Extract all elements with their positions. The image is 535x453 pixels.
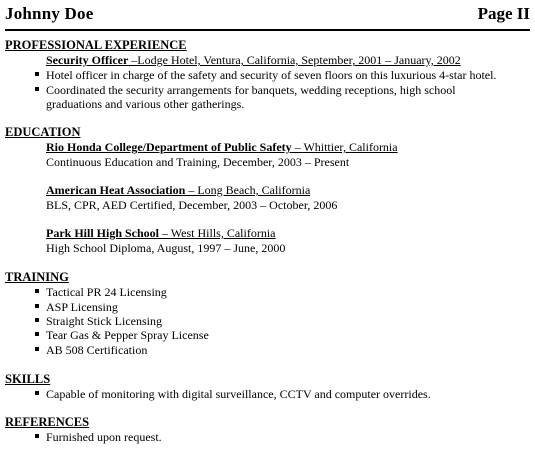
training-item-text: ASP Licensing (46, 300, 118, 314)
bullet-icon (35, 72, 39, 76)
section-heading-experience: PROFESSIONAL EXPERIENCE (5, 38, 187, 52)
skills-item-text: Capable of monitoring with digital surveillance, CCTV and computer overrides. (46, 387, 431, 401)
school-name: American Heat Association (46, 183, 186, 197)
applicant-name: Johnny Doe (5, 4, 94, 23)
job-title: Security Officer (46, 53, 129, 67)
bullet-icon (35, 332, 39, 336)
training-item-text: AB 508 Certification (46, 343, 148, 357)
job-entry (46, 53, 461, 68)
bullet-icon (35, 304, 39, 308)
education-entry-title (46, 140, 398, 155)
section-heading-training: TRAINING (5, 270, 69, 284)
job-details: –Lodge Hotel, Ventura, California, September, 2001 – January, 2002 (128, 53, 461, 67)
bullet-icon (35, 347, 39, 351)
education-entry-detail: High School Diploma, August, 1997 – June, 2000 (46, 241, 286, 255)
section-heading-references: REFERENCES (5, 415, 90, 429)
training-item-text: Tear Gas & Pepper Spray License (46, 328, 209, 342)
training-item-text: Straight Stick Licensing (46, 314, 162, 328)
school-name: Rio Honda College/Department of Public Safety (46, 140, 292, 154)
school-location: – West Hills, California (159, 226, 276, 240)
experience-bullet-text: Hotel officer in charge of the safety and security of seven floors on this luxurious 4-star hotel. (46, 68, 497, 82)
experience-bullet-text: Coordinated the security arrangements for banquets, wedding receptions, high school (46, 83, 456, 97)
education-entry-detail: BLS, CPR, AED Certified, December, 2003 – October, 2006 (46, 198, 338, 212)
page-number-label: Page II (477, 4, 530, 23)
bullet-icon (35, 391, 39, 395)
section-heading-education: EDUCATION (5, 125, 81, 139)
school-name: Park Hill High School (46, 226, 160, 240)
bullet-icon (35, 434, 39, 438)
training-item-text: Tactical PR 24 Licensing (46, 285, 167, 299)
page-header (5, 2, 530, 31)
school-location: – Long Beach, California (185, 183, 311, 197)
bullet-icon (35, 318, 39, 322)
education-entry-detail: Continuous Education and Training, December, 2003 – Present (46, 155, 350, 169)
bullet-icon (35, 87, 39, 91)
education-entry-title (46, 226, 275, 241)
education-entry-title (46, 183, 310, 198)
experience-bullet-continuation: graduations and various other gatherings. (46, 97, 245, 111)
school-location: – Whittier, California (291, 140, 398, 154)
bullet-icon (35, 289, 39, 293)
section-heading-skills: SKILLS (5, 372, 51, 386)
references-item-text: Furnished upon request. (46, 430, 162, 444)
